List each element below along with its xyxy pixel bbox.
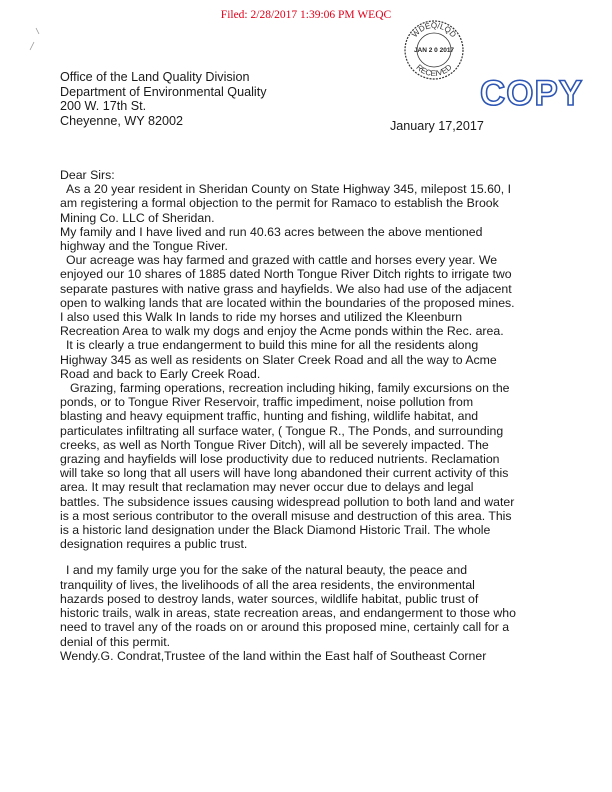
letter-body <box>60 168 516 663</box>
address-line: Department of Environmental Quality <box>60 84 267 99</box>
signature: Wendy.G. Condrat,Trustee of the land within the East half of Southeast Corner <box>60 648 487 663</box>
paragraph: It is clearly a true endangerment to build this mine for all the residents along Highway 345 as well as residents on Slater Creek Road and all the way to Acme Road and back to Early Creek Road. <box>60 338 497 381</box>
address-line: 200 W. 17th St. <box>60 99 147 114</box>
address-line: Office of the Land Quality Division <box>60 70 250 84</box>
salutation: Dear Sirs: <box>60 168 115 182</box>
stamp-top-text: WDEQ/LQD <box>410 20 458 40</box>
filed-header: Filed: 2/28/2017 1:39:06 PM WEQC <box>220 9 392 21</box>
letter-date: January 17,2017 <box>390 119 484 133</box>
recipient-address <box>60 70 267 128</box>
paragraph: I and my family urge you for the sake of the natural beauty, the peace and tranquility of lives, the livelihoods of all the area residents, the environmental hazards posed to destroy lands, water sources, wildlife habitat, public trust of historic trails, walk in areas, state recreation areas, and endangerment to those who need to travel any of the roads on or around this proposed mine, certainly call for a denial of this permit. <box>60 563 516 649</box>
stamp-bottom-text: RECEIVED <box>414 62 454 79</box>
stamp-date: JAN 2 0 2017 <box>413 47 455 54</box>
copy-label: COPY <box>480 74 584 113</box>
paragraph: Grazing, farming operations, recreation including hiking, family excursions on the ponds, or to Tongue River Reservoir, traffic impediment, noise pollution from blasting and heavy equipment traffic, hunting and fishing, wildlife habitat, and particulates infiltrating all surface water, ( Tongue R., The Ponds, and surrounding creeks, as well as North Tongue River Ditch), will all be severely impacted. The grazing and hayfields will lose productivity due to reduced nutrients. Reclamation will take so long that all users will have long abandoned their current activity of this area. It may result that reclamation may never occur due to delays and legal battles. The subsidence issues causing widespread pollution to both land and water is a most serious contributor to the overall misuse and destruction of this area. This is a historic land designation under the Black Diamond Historic Trail. The whole designation requires a public trust. <box>60 381 515 552</box>
received-stamp <box>402 18 466 82</box>
paragraph: My family and I have lived and run 40.63 acres between the above mentioned highway and the Tongue River. <box>60 224 483 254</box>
paragraph: As a 20 year resident in Sheridan County on State Highway 345, milepost 15.60, I am registering a formal objection to the permit for Ramaco to establish the Brook Mining Co. LLC of Sheridan. <box>60 182 511 225</box>
paragraph: Our acreage was hay farmed and grazed with cattle and horses every year. We enjoyed our 10 shares of 1885 dated North Tongue River Ditch rights to irrigate two separate pastures with native grass and hayfields. We also had use of the adjacent open to walking lands that are located within the boundaries of the proposed mines. I also used this Walk In lands to ride my horses and utilized the Kleenburn Recreation Area to walk my dogs and enjoy the Acme ponds within the Rec. area. <box>60 253 515 339</box>
pen-mark <box>6 20 46 60</box>
address-line: Cheyenne, WY 82002 <box>60 113 183 128</box>
